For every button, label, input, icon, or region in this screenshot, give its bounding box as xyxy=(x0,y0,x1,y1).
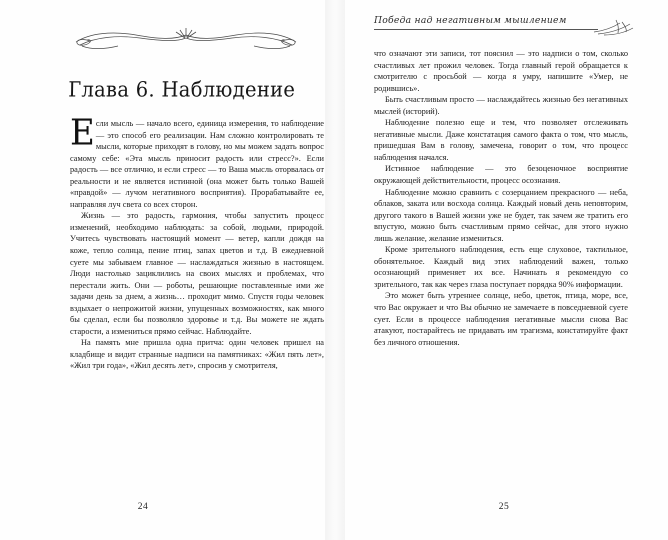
paragraph: Кроме зрительного наблюдения, есть еще слуховое, тактильное, обонятельное. Каждый вид этих наблюдений важен, только осознающий применяет их все. Начинать я рекомендую со зрительного, так как через глаза поступает порядка 90% информации. xyxy=(374,245,628,289)
running-head xyxy=(374,14,628,40)
paragraph: Наблюдение полезно еще и тем, что позволяет отслеживать негативные мысли. Даже констатация самого факта о том, что мысль, пришедшая Вам в голову, замечена, говорит о том, что процесс наблюдения начался. xyxy=(374,118,628,162)
page-number-right: 25 xyxy=(498,502,510,512)
right-page-body xyxy=(374,48,628,348)
paragraph: Истинное наблюдение — это безоценочное восприятие окружающей действительности, процесс осознания. xyxy=(374,164,628,186)
paragraph: На память мне пришла одна притча: один человек пришел на кладбище и видит странные надписи на памятниках: «Жил пять лет», «Жил три года», «Жил десять лет», спросив у смотрителя, xyxy=(70,338,324,371)
running-head-rule xyxy=(374,29,598,30)
paragraph: Быть счастливым просто — наслаждайтесь жизнью без негативных мыслей (историй). xyxy=(374,95,628,116)
drop-cap-letter: Е xyxy=(70,112,95,154)
left-page-body xyxy=(70,112,324,372)
flourish-ornament-icon xyxy=(66,22,306,52)
paragraph xyxy=(70,112,324,210)
running-head-title: Победа над негативным мышлением xyxy=(374,15,567,26)
paragraph: Это может быть утреннее солнце, небо, цветок, птица, море, все, что Вас окружает и что Вы обычно не замечаете в повседневной суете сует. Если в процессе наблюдения негативные мысли снова Вас атакуют, постарайтесь не придавать им трагизма, констатируйте факт без личного отношения. xyxy=(374,291,628,347)
page-number-left: 24 xyxy=(137,502,149,512)
paragraph: что означают эти записи, тот пояснил — это надписи о том, сколько счастливых лет прожил человек. Тогда главный герой обращается к смотрителю с просьбой — когда я умру, напишите «Умер, не родившись». xyxy=(374,49,628,93)
right-page xyxy=(334,0,668,540)
paragraph: Жизнь — это радость, гармония, чтобы запустить процесс изменений, необходимо наблюдать: за собой, людьми, природой. Учитесь чувствовать настоящий момент — ветер, капли дождя на коже, тепло солнца, пение птиц, запах цветов и т.д. В ежедневной суете мы забываем главное — наслаждаться жизнью в настоящем. Люди настолько зациклились на своих мыслях и проблемах, что перестали жить. Они — роботы, решающие поставленные ими же задачи день за днем, а жизнь… проходит мимо. Спустя годы человек вздыхает о непрожитой жизни, упущенных возможностях, как много бы сделал, если бы позволяло здоровье и т.д. Вы можете не ждать старости, а измениться прямо сейчас. Наблюдайте. xyxy=(70,211,324,336)
paragraph: Наблюдение можно сравнить с созерцанием прекрасного — неба, облаков, заката или восхода солнца. Каждый новый день неповторим, другого такого в Вашей жизни уже не будет, так зачем же тратить его впустую, можно быть счастливым прямо сейчас, для этого нужно лишь желание, желание измениться. xyxy=(374,187,628,243)
corner-flourish-icon xyxy=(592,18,634,36)
paragraph-text: сли мысль — начало всего, единица измерения, то наблюдение — это способ его реализации. Нам сложно контролировать те мысли, которые приходят в голову, но мы можем задать вопрос самому себе: «Эта мысль приносит радость или стресс?». Если радость — все отлично, и если стресс — то Ваша мысль оторвалась от реальности и не является истинной (она может быть только Вашей «правдой» — лучом негативного восприятия). Прорабатывайте ее, направляя луч света со всех сторон. xyxy=(70,119,324,209)
chapter-title: Глава 6. Наблюдение xyxy=(68,77,296,102)
